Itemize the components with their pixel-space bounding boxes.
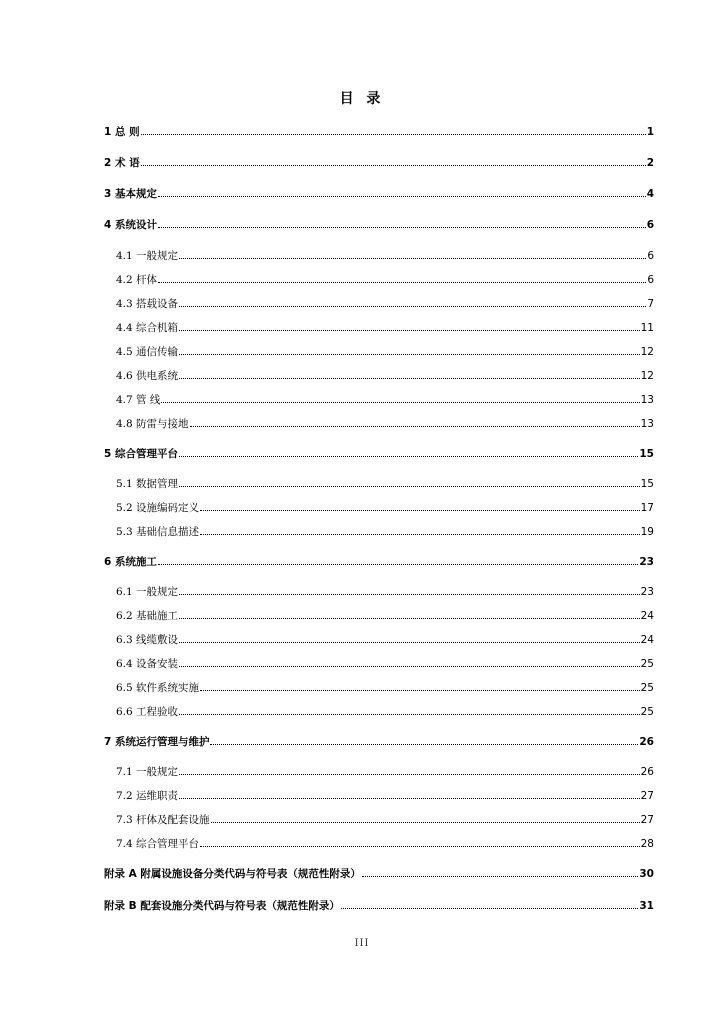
dot-leader — [179, 774, 640, 775]
toc-entry-label: 6.5 软件系统实施 — [116, 682, 200, 694]
toc-entry-label: 7.4 综合管理平台 — [116, 838, 200, 850]
toc-entry[interactable] — [104, 896, 654, 912]
toc-entry-page-number: 24 — [640, 634, 654, 646]
toc-entry-page-number: 13 — [640, 418, 654, 430]
toc-entry[interactable] — [104, 342, 654, 358]
toc-entry[interactable] — [104, 702, 654, 718]
toc-entry-page-number: 26 — [639, 736, 654, 748]
dot-leader — [141, 134, 646, 135]
toc-entry-page-number: 24 — [640, 610, 654, 622]
toc-entry-label: 4.6 供电系统 — [116, 370, 179, 382]
toc-entry[interactable] — [104, 270, 654, 286]
toc-entry[interactable] — [104, 153, 654, 169]
toc-entry-page-number: 30 — [639, 868, 654, 880]
toc-entry-label: 5.1 数据管理 — [116, 478, 179, 490]
dot-leader — [210, 744, 638, 745]
toc-entry[interactable] — [104, 810, 654, 826]
toc-entry[interactable] — [104, 732, 654, 748]
dot-leader — [161, 402, 639, 403]
toc-entry[interactable] — [104, 474, 654, 490]
toc-entry-label: 4.8 防雷与接地 — [116, 418, 189, 430]
toc-entry[interactable] — [104, 786, 654, 802]
toc-entry-label: 6.3 线缆敷设 — [116, 634, 179, 646]
toc-entry-page-number: 13 — [640, 394, 654, 406]
toc-entry-page-number: 11 — [640, 322, 654, 334]
toc-entry-label: 3 基本规定 — [104, 188, 157, 200]
toc-entry[interactable] — [104, 246, 654, 262]
toc-entry-label: 4.5 通信传输 — [116, 346, 179, 358]
dot-leader — [179, 594, 640, 595]
toc-entry[interactable] — [104, 522, 654, 538]
toc-entry[interactable] — [104, 215, 654, 231]
toc-entry[interactable] — [104, 184, 654, 200]
toc-entry-page-number: 19 — [640, 526, 654, 538]
dot-leader — [200, 510, 640, 511]
table-of-contents — [104, 0, 654, 940]
dot-leader — [200, 846, 640, 847]
toc-entry[interactable] — [104, 294, 654, 310]
dot-leader — [200, 534, 640, 535]
toc-entry-label: 7.1 一般规定 — [116, 766, 179, 778]
toc-entry[interactable] — [104, 366, 654, 382]
toc-entry[interactable] — [104, 654, 654, 670]
toc-entry-label: 4.4 综合机箱 — [116, 322, 179, 334]
toc-entry[interactable] — [104, 414, 654, 430]
toc-entry-label: 6.6 工程验收 — [116, 706, 179, 718]
toc-entry[interactable] — [104, 390, 654, 406]
toc-entry-label: 4.7 管 线 — [116, 394, 161, 406]
dot-leader — [179, 486, 640, 487]
dot-leader — [158, 564, 638, 565]
dot-leader — [179, 618, 640, 619]
toc-entry[interactable] — [104, 444, 654, 460]
toc-entry-label: 6.4 设备安装 — [116, 658, 179, 670]
dot-leader — [362, 876, 638, 877]
dot-leader — [158, 196, 646, 197]
toc-entry[interactable] — [104, 122, 654, 138]
dot-leader — [179, 798, 640, 799]
toc-entry[interactable] — [104, 318, 654, 334]
toc-entry-page-number: 6 — [647, 250, 654, 262]
dot-leader — [179, 306, 646, 307]
toc-entry-page-number: 12 — [640, 346, 654, 358]
toc-entry[interactable] — [104, 606, 654, 622]
toc-entry-page-number: 27 — [640, 790, 654, 802]
toc-entry-page-number: 25 — [640, 706, 654, 718]
dot-leader — [179, 258, 646, 259]
toc-entry-label: 6.2 基础施工 — [116, 610, 179, 622]
toc-entry-label: 5.3 基础信息描述 — [116, 526, 200, 538]
toc-entry-page-number: 17 — [640, 502, 654, 514]
toc-entry[interactable] — [104, 864, 654, 880]
toc-entry-page-number: 25 — [640, 682, 654, 694]
toc-entry[interactable] — [104, 552, 654, 568]
toc-entry-page-number: 7 — [647, 298, 654, 310]
dot-leader — [179, 666, 640, 667]
toc-entry[interactable] — [104, 630, 654, 646]
toc-entry-label: 附录 A 附属设施设备分类代码与符号表（规范性附录） — [104, 868, 361, 880]
dot-leader — [141, 165, 646, 166]
dot-leader — [158, 282, 646, 283]
dot-leader — [179, 456, 638, 457]
dot-leader — [158, 227, 646, 228]
toc-entry-page-number: 23 — [640, 586, 654, 598]
dot-leader — [179, 330, 640, 331]
toc-entry[interactable] — [104, 834, 654, 850]
toc-entry-page-number: 2 — [646, 157, 654, 169]
toc-entry-page-number: 6 — [646, 219, 654, 231]
toc-entry-page-number: 23 — [639, 556, 654, 568]
toc-entry-label: 4 系统设计 — [104, 219, 157, 231]
toc-entry-page-number: 26 — [640, 766, 654, 778]
toc-entry-label: 6 系统施工 — [104, 556, 157, 568]
page-title: 目 录 — [339, 91, 385, 107]
toc-entry-page-number: 15 — [639, 448, 654, 460]
toc-entry-label: 6.1 一般规定 — [116, 586, 179, 598]
toc-entry-label: 5.2 设施编码定义 — [116, 502, 200, 514]
toc-entry[interactable] — [104, 762, 654, 778]
toc-entry-page-number: 1 — [646, 126, 654, 138]
dot-leader — [179, 714, 640, 715]
toc-entry-page-number: 27 — [640, 814, 654, 826]
toc-entry-page-number: 28 — [640, 838, 654, 850]
page-number-footer: III — [354, 938, 370, 949]
toc-entry[interactable] — [104, 498, 654, 514]
dot-leader — [341, 908, 639, 909]
toc-entry[interactable] — [104, 678, 654, 694]
toc-entry[interactable] — [104, 582, 654, 598]
toc-entry-label: 5 综合管理平台 — [104, 448, 178, 460]
toc-entry-label: 1 总 则 — [104, 126, 140, 138]
dot-leader — [211, 822, 640, 823]
toc-entry-label: 4.1 一般规定 — [116, 250, 179, 262]
toc-entry-page-number: 12 — [640, 370, 654, 382]
toc-entry-page-number: 6 — [647, 274, 654, 286]
toc-entry-label: 4.3 搭载设备 — [116, 298, 179, 310]
dot-leader — [200, 690, 640, 691]
toc-entry-label: 附录 B 配套设施分类代码与符号表（规范性附录） — [104, 900, 340, 912]
toc-entry-label: 2 术 语 — [104, 157, 140, 169]
toc-entry-label: 7 系统运行管理与维护 — [104, 736, 210, 748]
toc-entry-page-number: 31 — [639, 900, 654, 912]
toc-entry-label: 7.2 运维职责 — [116, 790, 179, 802]
dot-leader — [179, 354, 640, 355]
toc-entry-label: 7.3 杆体及配套设施 — [116, 814, 210, 826]
dot-leader — [179, 642, 640, 643]
toc-entry-page-number: 4 — [646, 188, 654, 200]
toc-entry-page-number: 25 — [640, 658, 654, 670]
toc-entry-page-number: 15 — [640, 478, 654, 490]
dot-leader — [179, 378, 640, 379]
toc-entry-label: 4.2 杆体 — [116, 274, 158, 286]
dot-leader — [190, 426, 640, 427]
